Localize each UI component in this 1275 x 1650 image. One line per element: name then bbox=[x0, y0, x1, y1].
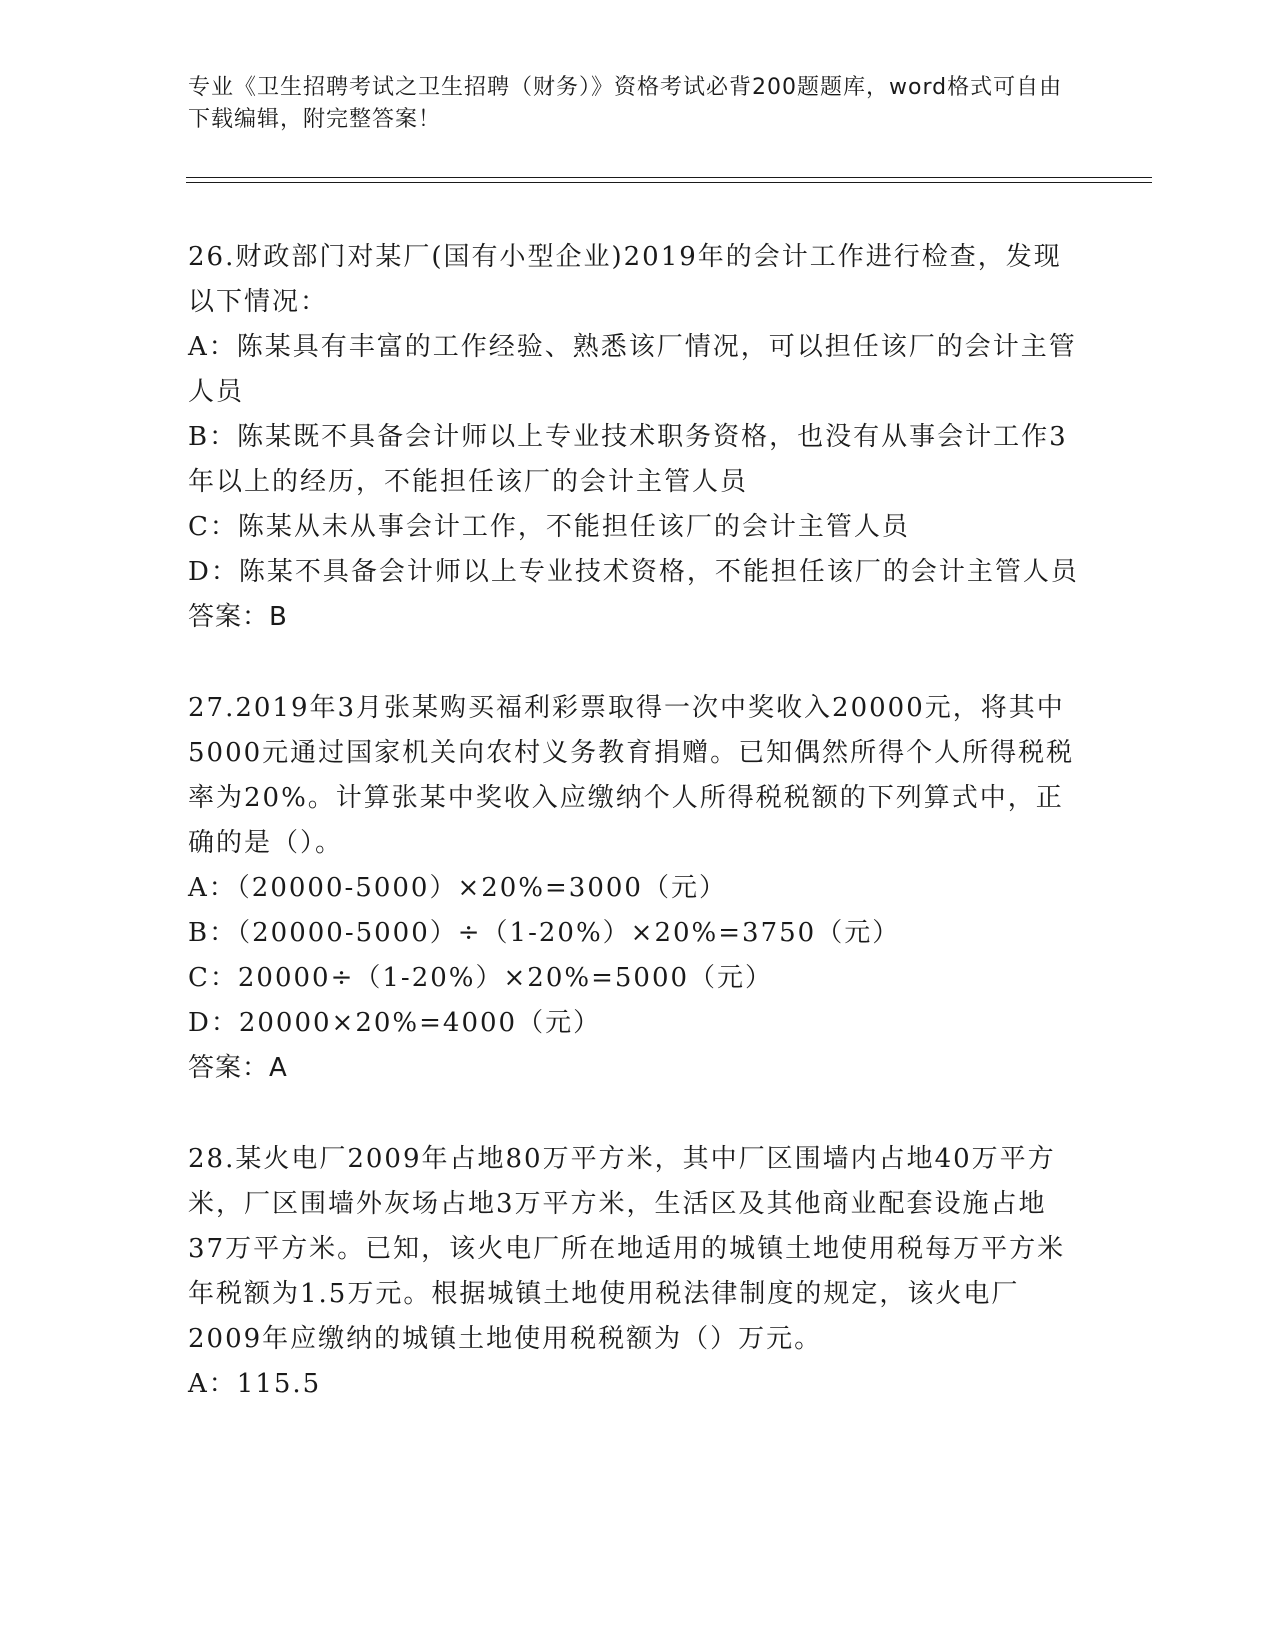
option-a: A：陈某具有丰富的工作经验、熟悉该厂情况，可以担任该厂的会计主管人员 bbox=[188, 332, 1077, 407]
option-c: C：20000÷（1-20%）×20%=5000（元） bbox=[188, 963, 774, 993]
option-b: B：陈某既不具备会计师以上专业技术职务资格，也没有从事会计工作3年以上的经历，不能担任该厂的会计主管人员 bbox=[188, 422, 1068, 497]
header-divider-bottom bbox=[186, 182, 1152, 183]
question-text: 27.2019年3月张某购买福利彩票取得一次中奖收入20000元，将其中5000元通过国家机关向农村义务教育捐赠。已知偶然所得个人所得税税率为20%。计算张某中奖收入应缴纳个人所得税税额的下列算式中，正确的是（）。 bbox=[188, 693, 1075, 858]
option-a: A：（20000-5000）×20%=3000（元） bbox=[188, 873, 727, 903]
document-header: 专业《卫生招聘考试之卫生招聘（财务）》资格考试必背200题题库，word格式可自由下载编辑，附完整答案！ bbox=[188, 75, 1063, 132]
question-26 bbox=[188, 235, 1083, 640]
answer-label: 答案：A bbox=[188, 1053, 288, 1083]
option-d: D：陈某不具备会计师以上专业技术资格，不能担任该厂的会计主管人员 bbox=[188, 557, 1079, 587]
header-divider-top bbox=[186, 177, 1152, 178]
option-d: D：20000×20%=4000（元） bbox=[188, 1008, 602, 1038]
option-a: A：115.5 bbox=[188, 1369, 322, 1399]
option-c: C：陈某从未从事会计工作，不能担任该厂的会计主管人员 bbox=[188, 512, 910, 542]
question-28 bbox=[188, 1137, 1083, 1407]
option-b: B：（20000-5000）÷（1-20%）×20%=3750（元） bbox=[188, 918, 901, 948]
question-text: 26.财政部门对某厂(国有小型企业)2019年的会计工作进行检查，发现以下情况： bbox=[188, 242, 1062, 317]
answer-label: 答案：B bbox=[188, 602, 288, 632]
question-list bbox=[188, 235, 1083, 1453]
question-27 bbox=[188, 686, 1083, 1091]
question-text: 28.某火电厂2009年占地80万平方米，其中厂区围墙内占地40万平方米，厂区围墙外灰场占地3万平方米，生活区及其他商业配套设施占地37万平方米。已知，该火电厂所在地适用的城镇土地使用税每万平方米年税额为1.5万元。根据城镇土地使用税法律制度的规定，该火电厂2009年应缴纳的城镇土地使用税税额为（）万元。 bbox=[188, 1144, 1066, 1354]
